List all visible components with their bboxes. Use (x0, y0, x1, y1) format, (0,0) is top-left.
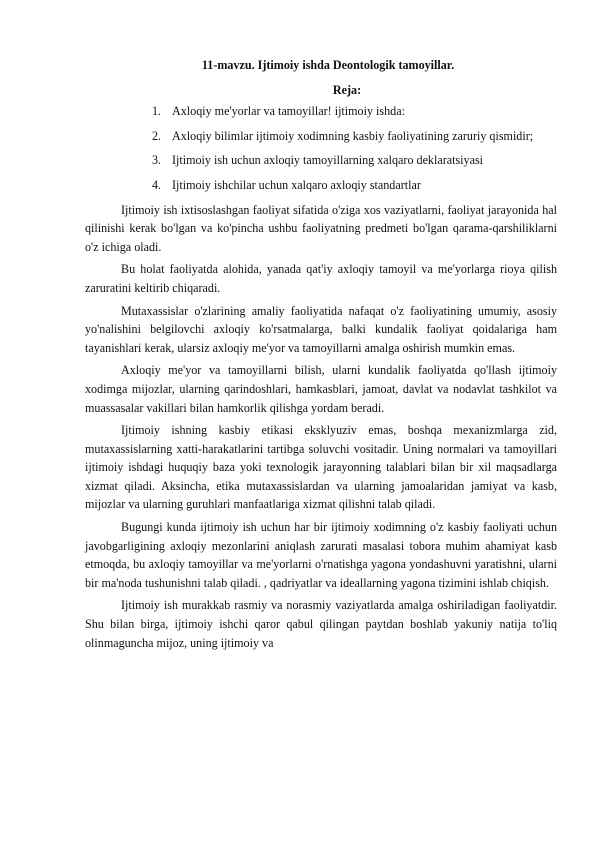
plan-item (152, 127, 557, 146)
plan-item (152, 102, 557, 121)
body-paragraph: Mutaxassislar o'zlarining amaliy faoliyatida nafaqat o'z faoliyatining umumiy, asosiy yo'nalishini belgilovchi axloqiy ko'rsatmalarga, balki kundalik faoliyat qoidalariga ham tayanishlari kerak, ularsiz axloqiy me'yor va tamoyillarni amalga oshirish mumkin emas. (85, 303, 557, 355)
plan-item-text: Ijtimoiy ishchilar uchun xalqaro axloqiy standartlar (172, 177, 421, 192)
plan-item-text: Axloqiy bilimlar ijtimoiy xodimning kasbiy faoliyatining zaruriy qismidir; (172, 128, 534, 143)
body-paragraph: Ijtimoiy ish murakkab rasmiy va norasmiy vaziyatlarda amalga oshiriladigan faoliyatdir. Shu bilan birga, ijtimoiy ishchi qaror qabul qilingan paytdan boshlab yakuniy natija to'liq olinmaguncha mijoz, uning ijtimoiy va (85, 598, 557, 650)
document-body (85, 56, 557, 656)
body-paragraph: Bugungi kunda ijtimoiy ish uchun har bir ijtimoiy xodimning o'z kasbiy faoliyati uchun javobgarligining axloqiy mezonlarini aniqlash zarurati masalasi tobora muhim ahamiyat kasb etmoqda, bu axloqiy tamoyillar va me'yorlarni o'rnatishga yagona yondashuvni yaratishni, ularni bir ma'noda tushunishni talab qiladi. , qadriyatlar va ideallarning yagona tizimini ishlab chiqish. (85, 520, 557, 590)
body-paragraph: Axloqiy me'yor va tamoyillarni bilish, ularni kundalik faoliyatda qo'llash ijtimoiy xodimga mijozlar, ularning qarindoshlari, hamkasblari, jamoat, davlat va nodavlat tashkilot va muassasalar vakillari bilan hamkorlik qilishga yordam beradi. (85, 363, 557, 415)
page-title: 11-mavzu. Ijtimoiy ishda Deontologik tamoyillar. (201, 58, 455, 72)
plan-item-number: 1. (152, 104, 162, 119)
plan-item (152, 151, 557, 170)
plan-list (85, 102, 557, 194)
plan-item-number: 2. (152, 128, 162, 143)
body-paragraph: Ijtimoiy ishning kasbiy etikasi eksklyuziv emas, boshqa mexanizmlarga zid, mutaxassislarning xatti-harakatlarini tartibga soluvchi vositadir. Uning normalari va tamoyillari ijtimoiy ishdagi huquqiy baza yoki texnologik jarayonning talablari bilan bir xil maqsadlarga xizmat qiladi. Aksincha, etika mutaxassislardan va ularning jamoalaridan jamiyat va kasb, mijozlar va ularning guruhlari manfaatlariga xizmat qilishni talab qiladi. (85, 423, 557, 512)
plan-item-text: Axloqiy me'yorlar va tamoyillar! ijtimoiy ishda: (172, 104, 405, 119)
plan-item (152, 176, 557, 195)
plan-item-text: Ijtimoiy ish uchun axloqiy tamoyillarning xalqaro deklaratsiyasi (172, 153, 484, 168)
plan-heading: Reja: (332, 82, 362, 97)
plan-item-number: 3. (152, 153, 162, 168)
body-paragraph: Ijtimoiy ish ixtisoslashgan faoliyat sifatida o'ziga xos vaziyatlarni, faoliyat jarayonida hal qilinishi kerak bo'lgan va ko'pincha ushbu faoliyatning predmeti bo'lgan qarama-qarshiliklarni o'z ichiga oladi. (85, 202, 557, 254)
body-paragraph: Bu holat faoliyatda alohida, yanada qat'iy axloqiy tamoyil va me'yorlarga rioya qilish zaruratini keltirib chiqaradi. (85, 262, 557, 295)
plan-item-number: 4. (152, 177, 162, 192)
